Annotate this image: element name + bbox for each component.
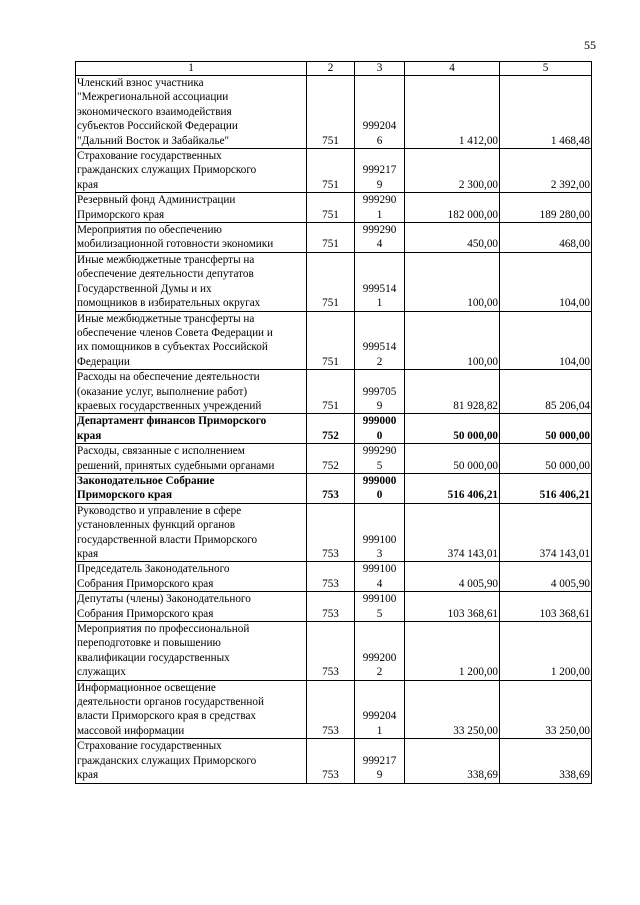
amount-cell-year-1: 50 000,00 [405, 414, 500, 444]
amount-cell-year-2: 50 000,00 [500, 414, 592, 444]
table-row [76, 680, 592, 739]
amount-cell-year-1: 1 412,00 [405, 76, 500, 149]
column-header-3: 3 [355, 62, 405, 76]
amount-cell-year-1: 81 928,82 [405, 370, 500, 414]
name-cell: Председатель Законодательного Собрания Приморского края [76, 562, 307, 592]
table-row [76, 193, 592, 223]
amount-cell-year-2: 103 368,61 [500, 592, 592, 622]
name-cell: Страхование государственных гражданских служащих Приморского края [76, 149, 307, 193]
amount-cell-year-2: 338,69 [500, 739, 592, 783]
column-header-5: 5 [500, 62, 592, 76]
amount-cell-year-1: 450,00 [405, 223, 500, 253]
article-cell: 999204 6 [355, 76, 405, 149]
article-cell: 999705 9 [355, 370, 405, 414]
column-header-1: 1 [76, 62, 307, 76]
amount-cell-year-1: 338,69 [405, 739, 500, 783]
code-cell: 753 [307, 473, 355, 503]
article-cell: 999290 4 [355, 223, 405, 253]
table-row [76, 562, 592, 592]
amount-cell-year-2: 104,00 [500, 252, 592, 311]
amount-cell-year-1: 4 005,90 [405, 562, 500, 592]
name-cell: Резервный фонд Администрации Приморского края [76, 193, 307, 223]
table-row [76, 252, 592, 311]
name-cell: Законодательное Собрание Приморского края [76, 473, 307, 503]
table-header-row [76, 62, 592, 76]
table-row [76, 370, 592, 414]
name-cell: Иные межбюджетные трансферты на обеспечение членов Совета Федерации и их помощников в субъектах Российской Федерации [76, 311, 307, 370]
amount-cell-year-2: 1 200,00 [500, 622, 592, 681]
amount-cell-year-1: 516 406,21 [405, 473, 500, 503]
code-cell: 753 [307, 739, 355, 783]
code-cell: 751 [307, 193, 355, 223]
amount-cell-year-2: 85 206,04 [500, 370, 592, 414]
name-cell: Мероприятия по профессиональной переподготовке и повышению квалификации государственных служащих [76, 622, 307, 681]
amount-cell-year-1: 374 143,01 [405, 503, 500, 562]
article-cell: 999290 1 [355, 193, 405, 223]
article-cell: 999204 1 [355, 680, 405, 739]
code-cell: 751 [307, 223, 355, 253]
code-cell: 752 [307, 444, 355, 474]
amount-cell-year-1: 100,00 [405, 311, 500, 370]
article-cell: 999100 3 [355, 503, 405, 562]
amount-cell-year-1: 33 250,00 [405, 680, 500, 739]
amount-cell-year-1: 100,00 [405, 252, 500, 311]
code-cell: 753 [307, 680, 355, 739]
name-cell: Департамент финансов Приморского края [76, 414, 307, 444]
table-row [76, 311, 592, 370]
amount-cell-year-1: 1 200,00 [405, 622, 500, 681]
column-header-4: 4 [405, 62, 500, 76]
code-cell: 751 [307, 149, 355, 193]
article-cell: 999514 1 [355, 252, 405, 311]
amount-cell-year-2: 516 406,21 [500, 473, 592, 503]
article-cell: 999200 2 [355, 622, 405, 681]
name-cell: Депутаты (члены) Законодательного Собрания Приморского края [76, 592, 307, 622]
table-row [76, 739, 592, 783]
table-row [76, 223, 592, 253]
name-cell: Иные межбюджетные трансферты на обеспечение деятельности депутатов Государственной Думы и их помощников в избирательных округах [76, 252, 307, 311]
article-cell: 999217 9 [355, 149, 405, 193]
article-cell: 999290 5 [355, 444, 405, 474]
amount-cell-year-2: 4 005,90 [500, 562, 592, 592]
table-row [76, 149, 592, 193]
name-cell: Мероприятия по обеспечению мобилизационной готовности экономики [76, 223, 307, 253]
name-cell: Страхование государственных гражданских служащих Приморского края [76, 739, 307, 783]
name-cell: Руководство и управление в сфере установленных функций органов государственной власти Приморского края [76, 503, 307, 562]
amount-cell-year-2: 1 468,48 [500, 76, 592, 149]
amount-cell-year-2: 2 392,00 [500, 149, 592, 193]
budget-table [75, 61, 592, 784]
code-cell: 753 [307, 562, 355, 592]
code-cell: 751 [307, 76, 355, 149]
table-row [76, 414, 592, 444]
code-cell: 751 [307, 370, 355, 414]
amount-cell-year-1: 50 000,00 [405, 444, 500, 474]
page-number: 55 [584, 38, 596, 52]
article-cell: 999100 4 [355, 562, 405, 592]
article-cell: 999100 5 [355, 592, 405, 622]
article-cell: 999000 0 [355, 414, 405, 444]
table-row [76, 503, 592, 562]
code-cell: 752 [307, 414, 355, 444]
table-row [76, 444, 592, 474]
table-row [76, 622, 592, 681]
column-header-2: 2 [307, 62, 355, 76]
name-cell: Расходы, связанные с исполнением решений, принятых судебными органами [76, 444, 307, 474]
table-row [76, 592, 592, 622]
amount-cell-year-2: 50 000,00 [500, 444, 592, 474]
code-cell: 753 [307, 592, 355, 622]
code-cell: 753 [307, 622, 355, 681]
name-cell: Членский взнос участника "Межрегиональной ассоциации экономического взаимодействия субъектов Российской Федерации "Дальний Восток и Забайкалье" [76, 76, 307, 149]
amount-cell-year-2: 104,00 [500, 311, 592, 370]
code-cell: 751 [307, 252, 355, 311]
table-row [76, 473, 592, 503]
article-cell: 999217 9 [355, 739, 405, 783]
article-cell: 999514 2 [355, 311, 405, 370]
table-row [76, 76, 592, 149]
article-cell: 999000 0 [355, 473, 405, 503]
amount-cell-year-2: 189 280,00 [500, 193, 592, 223]
amount-cell-year-1: 103 368,61 [405, 592, 500, 622]
amount-cell-year-1: 2 300,00 [405, 149, 500, 193]
amount-cell-year-2: 374 143,01 [500, 503, 592, 562]
code-cell: 753 [307, 503, 355, 562]
name-cell: Расходы на обеспечение деятельности (оказание услуг, выполнение работ) краевых государственных учреждений [76, 370, 307, 414]
amount-cell-year-1: 182 000,00 [405, 193, 500, 223]
amount-cell-year-2: 468,00 [500, 223, 592, 253]
table-body [76, 76, 592, 784]
amount-cell-year-2: 33 250,00 [500, 680, 592, 739]
code-cell: 751 [307, 311, 355, 370]
name-cell: Информационное освещение деятельности органов государственной власти Приморского края в средствах массовой информации [76, 680, 307, 739]
